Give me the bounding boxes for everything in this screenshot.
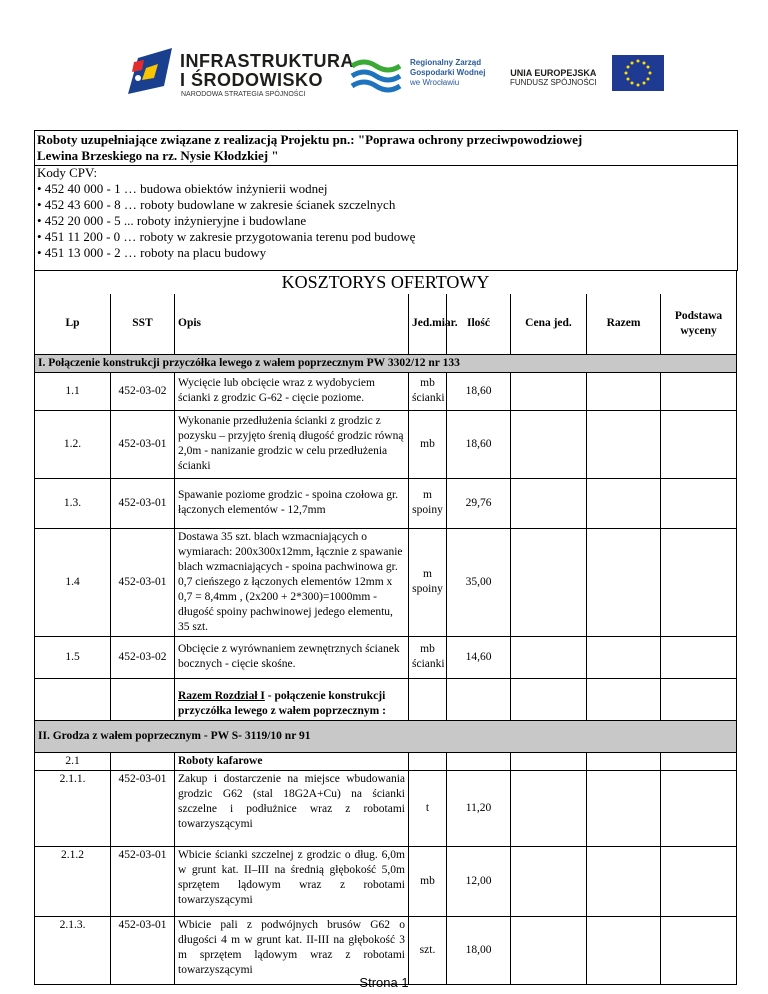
row-opis: Spawanie poziome grodzic - spoina czołowa gr. łączonych elementów - 12,7mm [175, 478, 409, 528]
section-header: II. Grodza z wałem poprzecznym - PW S- 3119/10 nr 91 [35, 720, 737, 752]
row-opis: Obcięcie z wyrównaniem zewnętrznych ścianek bocznych - cięcie skośne. [175, 636, 409, 678]
row-razem[interactable] [587, 528, 661, 636]
row-lp: 2.1.1. [35, 770, 111, 846]
col-header-sst: SST [111, 294, 175, 354]
row-cena[interactable] [511, 846, 587, 916]
row-lp: 1.2. [35, 410, 111, 478]
row-lp: 1.1 [35, 372, 111, 410]
row-ilosc: 18,00 [447, 916, 511, 984]
col-header-podstawa: Podstawa wyceny [661, 294, 737, 354]
row-jm: szt. [409, 916, 447, 984]
cpv-item: • 452 20 000 - 5 ... roboty inżynieryjne i budowlane [37, 213, 307, 228]
row-opis: Wbicie pali z podwójnych brusów G62 o długości 4 m w grunt kat. II-III na głębokość 3 m sprzętem lądowym wraz z robotami towarzyszącymi [175, 916, 409, 984]
row-sst: 452-03-01 [111, 410, 175, 478]
row-ilosc: 29,76 [447, 478, 511, 528]
table-row [35, 528, 737, 636]
table-row [35, 916, 737, 984]
cpv-item: • 451 11 200 - 0 … roboty w zakresie przygotowania terenu pod budowę [37, 229, 416, 244]
row-podstawa[interactable] [661, 372, 737, 410]
row-sst: 452-03-01 [111, 770, 175, 846]
table-row [35, 410, 737, 478]
row-jm: mb ścianki [409, 372, 447, 410]
col-header-ilosc: Ilość [447, 294, 511, 354]
row-lp: 1.5 [35, 636, 111, 678]
page-footer: Strona 1 [359, 975, 409, 990]
eu-flag-icon [612, 55, 664, 91]
row-razem[interactable] [587, 916, 661, 984]
col-header-opis: Opis [175, 294, 409, 354]
summary-razem[interactable] [587, 678, 661, 720]
row-sst: 452-03-01 [111, 528, 175, 636]
kosztorys-table [34, 270, 737, 985]
row-opis: Wycięcie lub obcięcie wraz z wydobyciem ścianki z grodzic G-62 - cięcie poziome. [175, 372, 409, 410]
row-podstawa[interactable] [661, 478, 737, 528]
row-opis: Wykonanie przedłużenia ścianki z grodzic z pozysku – przyjęto śrenią długość grodzic równą 2,0m - nanizanie grodzic w celu przedłużenia ścianki [175, 410, 409, 478]
row-razem[interactable] [587, 770, 661, 846]
kosztorys-title: KOSZTORYS OFERTOWY [35, 270, 737, 294]
row-cena[interactable] [511, 636, 587, 678]
row-opis: Dostawa 35 szt. blach wzmacniających o wymiarach: 200x300x12mm, łącznie z spawanie blach wzmacniających - spoina pachwinowa gr. 0,7 cieńszego z łączonych elementów 12mm x 0,7 = 8,4mm , (2x200 + 2*300)=1000mm - długość spoiny pachwinowej jedego elementu, 35 szt. [175, 528, 409, 636]
cpv-box [34, 164, 738, 271]
row-ilosc: 14,60 [447, 636, 511, 678]
row-ilosc: 12,00 [447, 846, 511, 916]
row-podstawa[interactable] [661, 916, 737, 984]
row-opis: Zakup i dostarczenie na miejsce wbudowania grodzic G62 (stal 18G2A+Cu) na ścianki szczelne i podłużnice wraz z robotami towarzyszącymi [175, 770, 409, 846]
project-title-box [34, 130, 738, 166]
row-podstawa[interactable] [661, 770, 737, 846]
cpv-item: • 451 13 000 - 2 … roboty na placu budowy [37, 245, 267, 260]
row-cena[interactable] [511, 528, 587, 636]
row-podstawa[interactable] [661, 528, 737, 636]
subsection-lp: 2.1 [35, 752, 111, 770]
subsection-title: Roboty kafarowe [175, 752, 409, 770]
row-cena[interactable] [511, 410, 587, 478]
table-row [35, 372, 737, 410]
infrastruktura-subtitle: NARODOWA STRATEGIA SPÓJNOŚCI [181, 91, 306, 98]
row-sst: 452-03-01 [111, 846, 175, 916]
col-header-lp: Lp [35, 294, 111, 354]
row-sst: 452-03-02 [111, 636, 175, 678]
row-lp: 2.1.3. [35, 916, 111, 984]
row-lp: 2.1.2 [35, 846, 111, 916]
row-razem[interactable] [587, 372, 661, 410]
row-podstawa[interactable] [661, 410, 737, 478]
rzgw-logo-mark [350, 58, 402, 94]
row-sst: 452-03-01 [111, 478, 175, 528]
row-podstawa[interactable] [661, 846, 737, 916]
cpv-item: • 452 43 600 - 8 … roboty budowlane w zakresie ścianek szczelnych [37, 197, 396, 212]
row-razem[interactable] [587, 478, 661, 528]
table-row [35, 636, 737, 678]
row-razem[interactable] [587, 846, 661, 916]
row-ilosc: 35,00 [447, 528, 511, 636]
row-sst: 452-03-01 [111, 916, 175, 984]
row-jm: m spoiny [409, 478, 447, 528]
table-row [35, 478, 737, 528]
row-lp: 1.3. [35, 478, 111, 528]
summary-row [35, 678, 737, 720]
eu-text: UNIA EUROPEJSKA FUNDUSZ SPÓJNOŚCI [510, 68, 597, 87]
row-razem[interactable] [587, 636, 661, 678]
table-row [35, 846, 737, 916]
cpv-item: • 452 40 000 - 1 … budowa obiektów inżynierii wodnej [37, 181, 328, 196]
row-ilosc: 11,20 [447, 770, 511, 846]
col-header-cena: Cena jed. [511, 294, 587, 354]
row-cena[interactable] [511, 372, 587, 410]
infrastruktura-logo-mark [128, 48, 176, 100]
col-header-jedm: Jed.miar. [409, 294, 447, 354]
cpv-label: Kody CPV: [37, 165, 98, 180]
row-cena[interactable] [511, 478, 587, 528]
row-jm: t [409, 770, 447, 846]
row-jm: mb ścianki [409, 636, 447, 678]
project-title-line1: Roboty uzupełniające związane z realizacją Projektu pn.: "Poprawa ochrony przeciwpowodziowej [37, 132, 583, 147]
rzgw-text: Regionalny Zarząd Gospodarki Wodnej we Wrocławiu [410, 58, 486, 87]
table-row [35, 770, 737, 846]
project-title-line2: Lewina Brzeskiego na rz. Nysie Kłodzkiej " [37, 148, 279, 163]
section-header: I. Połączenie konstrukcji przyczółka lewego z wałem poprzecznym PW 3302/12 nr 133 [35, 354, 737, 372]
infrastruktura-title: INFRASTRUKTURA I ŚRODOWISKO [180, 51, 354, 90]
row-podstawa[interactable] [661, 636, 737, 678]
row-opis: Wbicie ścianki szczelnej z grodzic o dług. 6,0m w grunt kat. II–III na średnią głębokość 5,0m sprzętem lądowym wraz z robotami towarzyszącymi [175, 846, 409, 916]
row-lp: 1.4 [35, 528, 111, 636]
summary-label: Razem Rozdział I - połączenie konstrukcji przyczółka lewego z wałem poprzecznym : [175, 678, 409, 720]
row-cena[interactable] [511, 916, 587, 984]
col-header-razem: Razem [587, 294, 661, 354]
logo-bar [0, 0, 768, 110]
row-jm: mb [409, 846, 447, 916]
row-cena[interactable] [511, 770, 587, 846]
row-jm: m spoiny [409, 528, 447, 636]
row-ilosc: 18,60 [447, 372, 511, 410]
row-jm: mb [409, 410, 447, 478]
row-razem[interactable] [587, 410, 661, 478]
row-sst: 452-03-02 [111, 372, 175, 410]
row-ilosc: 18,60 [447, 410, 511, 478]
subsection-row [35, 752, 737, 770]
